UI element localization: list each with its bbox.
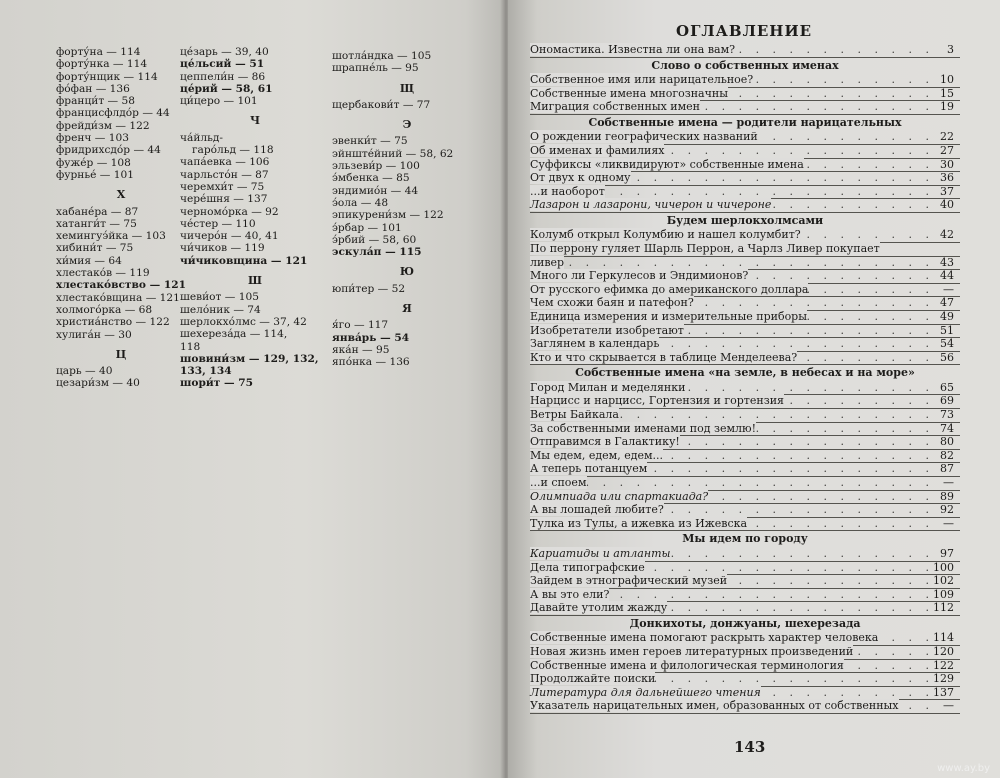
toc-entry-page: 69 <box>940 394 954 408</box>
toc-entry-title: Заглянем в календарь <box>530 337 660 351</box>
toc-entry-page: 97 <box>940 546 954 560</box>
toc-entry <box>530 646 960 659</box>
index-entry: фридрихсдо́р — 44 <box>56 144 161 157</box>
toc-entry-page: 56 <box>940 350 954 364</box>
toc-entry-page: 122 <box>933 658 954 672</box>
toc-entry <box>530 311 960 324</box>
index-entry: юпи́тер — 52 <box>332 282 406 295</box>
index-entry: шори́т — 75 <box>180 377 253 390</box>
toc-entry <box>530 518 960 531</box>
toc-entry-page: — <box>943 476 954 490</box>
toc-entry <box>530 186 960 199</box>
toc-entry <box>530 199 960 212</box>
toc-entry-title: За собственными именами под землю! <box>530 421 757 435</box>
toc-entry <box>530 436 960 449</box>
index-letter-heading: Х <box>116 188 126 202</box>
watermark: www.ay.by <box>937 763 990 774</box>
toc-entry <box>530 131 960 144</box>
toc-entry-title: Суффиксы «ликвидируют» собственные имена <box>530 157 804 171</box>
toc-entry-title: А вы это ели? <box>530 587 610 601</box>
toc-entry-page: 49 <box>940 310 954 323</box>
index-entry: френч — 103 <box>56 132 129 145</box>
page-number: 143 <box>734 738 766 756</box>
index-letter-heading: Ч <box>249 114 261 128</box>
toc-entry-title: От двух к одному <box>530 171 631 185</box>
index-entry: чи́чиков — 119 <box>180 242 265 255</box>
toc-entry-page: 137 <box>933 685 954 699</box>
index-entry: чичеро́н — 40, 41 <box>180 230 279 243</box>
toc-entry <box>530 673 960 686</box>
toc-entry-page: — <box>943 516 954 530</box>
toc-entry-title: Собственное имя или нарицательное? <box>530 73 754 87</box>
index-entry: це́зарь — 39, 40 <box>180 46 269 58</box>
toc-entry-title: А теперь потанцуем <box>530 462 648 476</box>
toc-entry <box>530 575 960 588</box>
index-entry: шело́ник — 74 <box>180 303 261 316</box>
toc-entry-page: 82 <box>940 448 954 462</box>
index-entry: япо́нка — 136 <box>332 356 410 369</box>
toc-entry <box>530 325 960 338</box>
toc-entry <box>530 284 960 297</box>
toc-entry <box>530 352 960 365</box>
toc-entry-title: Тулка из Тулы, а ижевка из Ижевска <box>530 516 748 530</box>
index-entry: эпикурени́зм — 122 <box>332 209 444 222</box>
toc-entry-title: ливер <box>530 255 565 269</box>
toc-entry-page: 15 <box>940 86 954 100</box>
toc-entry-page: 80 <box>940 435 954 449</box>
toc-entry <box>530 172 960 185</box>
toc-entry-page: 3 <box>947 43 954 56</box>
toc-entry-page: 92 <box>940 503 954 517</box>
index-entry: 118 <box>180 340 201 353</box>
underline-rule <box>530 364 960 365</box>
toc-section-heading: Будем шерлокхолмсами <box>666 213 824 227</box>
toc-entry-page: 89 <box>940 489 954 503</box>
index-entry: эйнште́йний — 58, 62 <box>332 147 454 160</box>
toc-entry <box>530 562 960 575</box>
toc-entry-title: По перрону гуляет Шарль Перрон, а Чарлз Ливер покупает <box>530 242 880 256</box>
toc-entry-title: О рождении географических названий <box>530 130 758 144</box>
toc-entry <box>530 257 960 270</box>
index-entry: э́ола — 48 <box>332 196 389 209</box>
toc-entry-title: Собственные имена и филологическая терминология <box>530 658 844 672</box>
index-entry: хлестако́в — 119 <box>56 267 150 280</box>
toc-entry-title: Единица измерения и измерительные приборы <box>530 310 807 323</box>
index-entry: хабане́ра — 87 <box>56 205 139 218</box>
index-entry: эндимио́н — 44 <box>332 184 419 197</box>
index-entry: черномо́рка — 92 <box>180 205 279 218</box>
index-entry: щербакови́т — 77 <box>332 98 431 111</box>
dot-leader <box>530 257 934 270</box>
toc-entry-title: Ветры Байкала <box>530 408 619 422</box>
index-entry: хатанги́т — 75 <box>56 217 137 230</box>
index-entry: э́мбенка — 85 <box>332 172 410 185</box>
index-column-1 <box>56 46 186 390</box>
toc-entry <box>530 101 960 114</box>
index-column-2 <box>180 46 330 390</box>
toc-entry-page: 37 <box>940 184 954 198</box>
index-entry: хибини́т — 75 <box>56 242 134 255</box>
index-entry: це́рий — 58, 61 <box>180 82 273 95</box>
toc-entry <box>530 660 960 673</box>
index-column-3 <box>332 50 482 369</box>
toc-entry-page: 114 <box>933 631 954 645</box>
toc-entry <box>530 423 960 436</box>
toc-entry-title: Олимпиада или спартакиада? <box>530 489 709 503</box>
toc-entry-page: 112 <box>933 601 954 615</box>
index-entry: шерлокхо́лмс — 37, 42 <box>180 315 307 328</box>
toc-entry-title: ...и споем <box>530 476 587 490</box>
index-letter-heading: Я <box>402 302 412 316</box>
index-entry: шотла́ндка — 105 <box>332 50 432 62</box>
toc-entry-page: 42 <box>940 228 954 242</box>
toc-entry <box>530 463 960 476</box>
toc-entry-title: Об именах и фамилиях <box>530 143 665 157</box>
table-of-contents <box>530 44 960 714</box>
toc-entry <box>530 145 960 158</box>
toc-entry <box>530 243 960 256</box>
toc-entry-title: Мы едем, едем, едем... <box>530 448 664 462</box>
index-entry: чи́чиковщина — 121 <box>180 254 308 267</box>
toc-entry-title: Кариатиды и атланты <box>530 546 671 560</box>
toc-entry-page: 51 <box>940 323 954 337</box>
toc-entry <box>530 589 960 602</box>
toc-entry-title: Кто и что скрывается в таблице Менделеева? <box>530 350 798 364</box>
toc-entry-page: 74 <box>940 421 954 435</box>
toc-entry-page: 44 <box>940 269 954 283</box>
underline-rule <box>530 114 960 115</box>
toc-entry-page: 36 <box>940 171 954 185</box>
toc-entry-title: Давайте утолим жажду <box>530 601 668 615</box>
index-entry: форту́нка — 114 <box>56 58 148 71</box>
toc-entry-page: 129 <box>933 672 954 686</box>
index-entry: шрапне́ль — 95 <box>332 62 419 75</box>
toc-entry <box>530 450 960 463</box>
index-letter-heading: Ш <box>248 274 262 288</box>
toc-entry <box>530 44 960 57</box>
toc-entry-page: 65 <box>940 380 954 394</box>
index-entry: цезари́зм — 40 <box>56 377 140 390</box>
toc-entry-title: Отправимся в Галактику! <box>530 435 680 449</box>
index-entry: черемхи́т — 75 <box>180 180 265 193</box>
toc-entry-page: 10 <box>940 73 954 87</box>
index-entry: холмого́рка — 68 <box>56 303 153 316</box>
toc-entry <box>530 338 960 351</box>
underline-rule <box>530 530 960 531</box>
index-entry: хлестако́вщина — 121 <box>56 291 180 304</box>
toc-entry-title: Нарцисс и нарцисс, Гортензия и гортензия <box>530 394 784 408</box>
toc-entry-title: Продолжайте поиски <box>530 672 656 686</box>
index-entry: чере́шня — 137 <box>180 193 268 206</box>
toc-entry-page: 100 <box>933 560 954 574</box>
underline-rule <box>530 615 960 616</box>
toc-section-heading: Слово о собственных именах <box>651 58 839 72</box>
toc-entry-title: Литература для дальнейшего чтения <box>530 685 761 699</box>
toc-entry <box>530 382 960 395</box>
toc-entry <box>530 477 960 490</box>
toc-entry-title: Колумб открыл Колумбию и нашел колумбит? <box>530 228 801 242</box>
toc-entry-title: Город Милан и меделянки <box>530 380 686 394</box>
index-letter-heading: Щ <box>399 81 415 95</box>
toc-entry-title: Зайдем в этнографический музей <box>530 574 728 588</box>
toc-entry-title: Много ли Геркулесов и Эндимионов? <box>530 269 749 283</box>
toc-entry-page: 43 <box>940 255 954 269</box>
toc-entry <box>530 159 960 172</box>
toc-section-heading: Собственные имена «на земле, в небесах и на море» <box>575 366 915 380</box>
index-entry: гаро́льд — 118 <box>192 144 274 157</box>
index-entry: че́стер — 110 <box>180 217 256 230</box>
index-entry: цеппели́н — 86 <box>180 70 266 83</box>
index-entry: хемингуэ́йка — 103 <box>56 230 166 243</box>
toc-entry-title: Собственные имена многозначны <box>530 86 728 100</box>
toc-entry-title: Новая жизнь имен героев литературных произведений <box>530 644 854 658</box>
index-entry: царь — 40 <box>56 365 113 378</box>
toc-entry <box>530 491 960 504</box>
index-entry: хи́мия — 64 <box>56 254 122 267</box>
index-entry: хлестако́вство — 121 <box>56 279 187 292</box>
index-entry: фурнье́ — 101 <box>56 168 134 181</box>
index-entry: эскула́п — 115 <box>332 246 422 259</box>
toc-section-heading: Собственные имена — родители нарицательных <box>588 115 902 129</box>
toc-entry-page: 54 <box>940 337 954 351</box>
toc-entry-title: Миграция собственных имен <box>530 100 701 114</box>
index-entry: я́го — 117 <box>332 319 389 332</box>
toc-section-heading: Донкихоты, донжуаны, шехерезада <box>629 616 861 630</box>
toc-entry-title: Изобретатели изобретают <box>530 323 684 337</box>
toc-entry <box>530 504 960 517</box>
toc-entry <box>530 409 960 422</box>
toc-entry-page: — <box>943 699 954 713</box>
index-entry: яка́н — 95 <box>332 343 390 356</box>
index-letter-heading: Ц <box>115 347 127 361</box>
index-entry: э́рбий — 58, 60 <box>332 233 417 246</box>
toc-entry-page: 109 <box>933 587 954 601</box>
toc-entry <box>530 602 960 615</box>
toc-entry-title: Дела типографские <box>530 560 645 574</box>
index-entry: фо́фан — 136 <box>56 82 130 95</box>
toc-entry-page: 87 <box>940 462 954 476</box>
index-entry: шеви́от — 105 <box>180 291 259 304</box>
index-entry: эльзеви́р — 100 <box>332 160 420 173</box>
index-entry: форту́нщик — 114 <box>56 70 158 83</box>
toc-entry-page: 73 <box>940 408 954 422</box>
index-entry: янва́рь — 54 <box>332 331 410 344</box>
toc-entry-page: 22 <box>940 130 954 144</box>
index-letter-heading: Ю <box>399 265 415 279</box>
index-entry: францисфлдо́р — 44 <box>56 107 170 120</box>
index-entry: це́льсий — 51 <box>180 58 265 71</box>
index-entry: ци́церо — 101 <box>180 95 258 108</box>
toc-entry-title: Собственные имена помогают раскрыть характер человека <box>530 631 879 645</box>
toc-entry <box>530 548 960 561</box>
index-entry: форту́на — 114 <box>56 46 141 58</box>
toc-entry-title: ...и наоборот <box>530 184 605 198</box>
toc-entry-page: — <box>943 282 954 296</box>
toc-entry-title: Лазарон и лазарони, чичерон и чичероне <box>530 198 772 212</box>
index-entry: хулига́н — 30 <box>56 328 132 341</box>
index-entry: эвенки́т — 75 <box>332 135 408 148</box>
toc-title: ОГЛАВЛЕНИЕ <box>676 22 813 40</box>
toc-entry-page: 40 <box>940 198 954 212</box>
toc-entry-title: А вы лошадей любите? <box>530 503 664 517</box>
underline-rule <box>530 713 960 714</box>
index-entry: чарльсто́н — 87 <box>180 168 269 181</box>
toc-section-heading: Мы идем по городу <box>682 532 808 546</box>
toc-entry-page: 19 <box>940 100 954 114</box>
toc-entry-page: 102 <box>933 574 954 588</box>
index-entry: христиа́нство — 122 <box>56 316 170 329</box>
toc-entry <box>530 88 960 101</box>
index-entry: шехереза́да — 114, <box>180 328 288 341</box>
index-entry: э́рбар — 101 <box>332 221 402 234</box>
toc-entry <box>530 632 960 645</box>
underline-rule <box>530 57 960 58</box>
toc-entry-title: От русского ефимка до американского доллара <box>530 282 809 296</box>
index-entry: франци́т — 58 <box>56 95 135 108</box>
toc-entry <box>530 395 960 408</box>
toc-entry-page: 27 <box>940 143 954 157</box>
underline-rule <box>530 212 960 213</box>
toc-entry <box>530 687 960 700</box>
index-entry: 133, 134 <box>180 365 232 378</box>
index-letter-heading: Э <box>402 118 412 132</box>
toc-entry-page: 120 <box>933 644 954 658</box>
toc-entry-page: 47 <box>940 296 954 310</box>
index-entry: фрейди́зм — 122 <box>56 119 150 132</box>
toc-entry-title: Ономастика. Известна ли она вам? <box>530 43 736 56</box>
index-entry: ча́йльд- <box>180 131 223 144</box>
toc-entry <box>530 229 960 242</box>
index-entry: шовини́зм — 129, 132, <box>180 352 319 365</box>
toc-entry-title: Указатель нарицательных имен, образованных от собственных <box>530 699 899 713</box>
dot-leader <box>530 477 934 490</box>
toc-entry <box>530 74 960 87</box>
index-entry: чапа́евка — 106 <box>180 156 270 169</box>
toc-entry <box>530 270 960 283</box>
toc-entry-page: 30 <box>940 157 954 171</box>
toc-entry-title: Чем схожи баян и патефон? <box>530 296 694 310</box>
index-entry: фуже́р — 108 <box>56 156 131 169</box>
toc-entry <box>530 297 960 310</box>
toc-entry <box>530 700 960 713</box>
